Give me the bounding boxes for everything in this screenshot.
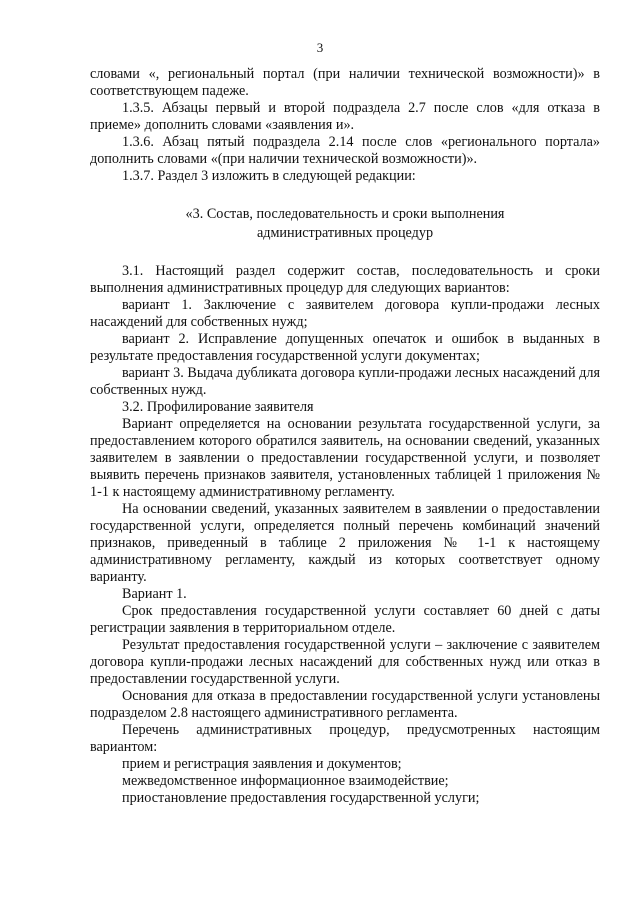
paragraph: Срок предоставления государственной услуги составляет 60 дней с даты регистрации заявления в территориальном отделе.: [90, 603, 600, 636]
section-title: [90, 205, 600, 243]
paragraph: вариант 3. Выдача дубликата договора купли-продажи лесных насаждений для собственных нужд.: [90, 365, 600, 398]
paragraph: Результат предоставления государственной услуги – заключение с заявителем договора купли-продажи лесных насаждений для собственных нужд или отказ в предоставлении государственной услуги.: [90, 637, 600, 687]
paragraph: вариант 2. Исправление допущенных опечаток и ошибок в выданных в результате предоставления государственной услуги документах;: [90, 331, 600, 364]
paragraph: 1.3.5. Абзацы первый и второй подраздела 2.7 после слов «для отказа в приеме» дополнить словами «заявления и».: [90, 100, 600, 133]
list-item: межведомственное информационное взаимодействие;: [122, 773, 449, 789]
paragraph: Перечень административных процедур, предусмотренных настоящим вариантом:: [90, 722, 600, 755]
list-item: приостановление предоставления государственной услуги;: [122, 790, 480, 806]
document-body: [90, 66, 600, 807]
paragraph: 3.1. Настоящий раздел содержит состав, последовательность и сроки выполнения административных процедур для следующих вариантов:: [90, 263, 600, 296]
page-number: 3: [316, 40, 324, 55]
paragraph: 3.2. Профилирование заявителя: [122, 399, 314, 415]
paragraph: Вариант определяется на основании результата государственной услуги, за предоставлением которого обратился заявитель, на основании сведений, указанных заявителем в заявлении о предоставлении государственной услуги, и позволяет выявить перечень признаков заявителя, установленных таблицей 1 приложения № 1-1 к настоящему административному регламенту.: [90, 416, 600, 500]
section-title-line: «3. Состав, последовательность и сроки выполнения: [185, 206, 505, 222]
paragraph: На основании сведений, указанных заявителем в заявлении о предоставлении государственной услуги, определяется полный перечень комбинаций значений признаков, приведенный в таблице 2 приложения № 1-1 к настоящему административному регламенту, каждый из которых соответствует одному варианту.: [90, 501, 600, 585]
paragraph: 1.3.6. Абзац пятый подраздела 2.14 после слов «регионального портала» дополнить словами «(при наличии технической возможности)».: [90, 134, 600, 167]
section-title-line: административных процедур: [256, 225, 434, 241]
paragraph: вариант 1. Заключение с заявителем договора купли-продажи лесных насаждений для собственных нужд;: [90, 297, 600, 330]
paragraph: 1.3.7. Раздел 3 изложить в следующей редакции:: [122, 168, 416, 184]
paragraph: Основания для отказа в предоставлении государственной услуги установлены подразделом 2.8 настоящего административного регламента.: [90, 688, 600, 721]
paragraph: словами «, региональный портал (при наличии технической возможности)» в соответствующем падеже.: [90, 66, 600, 99]
paragraph: Вариант 1.: [122, 586, 187, 602]
list-item: прием и регистрация заявления и документов;: [122, 756, 402, 772]
